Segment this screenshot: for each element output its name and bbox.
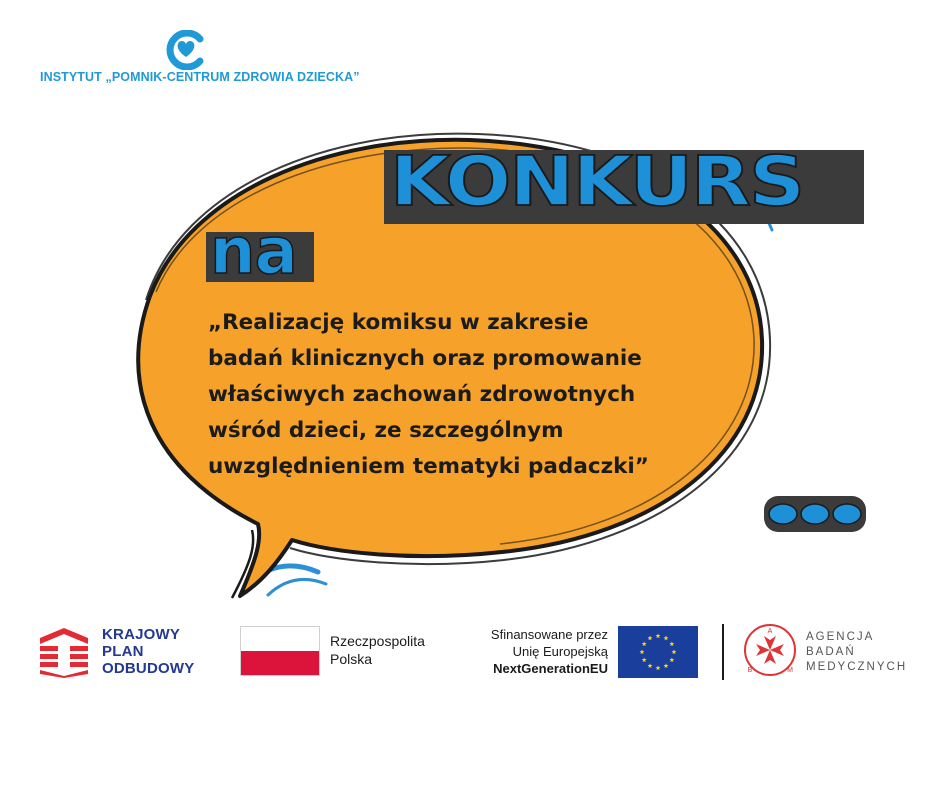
headline-na-text: na	[210, 215, 297, 289]
abm-letter-a: A	[767, 628, 773, 635]
abm-letter-m: M	[787, 667, 793, 674]
topic-line: wśród dzieci, ze szczególnym	[208, 418, 564, 443]
eu-line: Unię Europejską	[512, 644, 608, 659]
logo-separator	[722, 624, 724, 680]
competition-topic	[208, 305, 708, 485]
abm-name	[806, 630, 907, 675]
heart-c-logo-icon	[162, 30, 210, 70]
headline-konkurs	[384, 142, 864, 224]
topic-line: uwzględnieniem tematyki padaczki”	[208, 454, 649, 479]
kpo-line: ODBUDOWY	[102, 660, 195, 677]
rp-line: Rzeczpospolita	[330, 633, 425, 649]
institute-name: INSTYTUT „POMNIK-CENTRUM ZDROWIA DZIECKA”	[40, 70, 360, 84]
eu-line: Sfinansowane przez	[490, 627, 608, 642]
headline-konkurs-text: KONKURS	[390, 142, 804, 222]
polish-flag-icon	[240, 626, 320, 676]
abm-line: AGENCJA	[806, 631, 875, 643]
kpo-line: KRAJOWY	[102, 626, 181, 643]
abm-cross-logo-icon	[742, 622, 798, 678]
kpo-logo-icon	[38, 626, 90, 678]
abm-line: MEDYCZNYCH	[806, 661, 908, 673]
eu-flag-icon	[618, 626, 698, 678]
topic-line: „Realizację komiksu w zakresie	[208, 310, 589, 335]
headline-na	[206, 215, 314, 289]
kpo-line: PLAN	[102, 643, 144, 660]
eu-line: NextGenerationEU	[493, 661, 608, 676]
kpo-name	[102, 626, 194, 677]
rzeczpospolita-name	[330, 632, 425, 668]
abm-letter-b: B	[747, 667, 753, 674]
rp-line: Polska	[330, 651, 373, 667]
topic-line: właściwych zachowań zdrowotnych	[208, 382, 636, 407]
ellipsis-icon	[764, 496, 866, 532]
topic-line: badań klinicznych oraz promowanie	[208, 346, 642, 371]
abm-line: BADAŃ	[806, 646, 856, 658]
eu-funding-text	[462, 626, 608, 677]
